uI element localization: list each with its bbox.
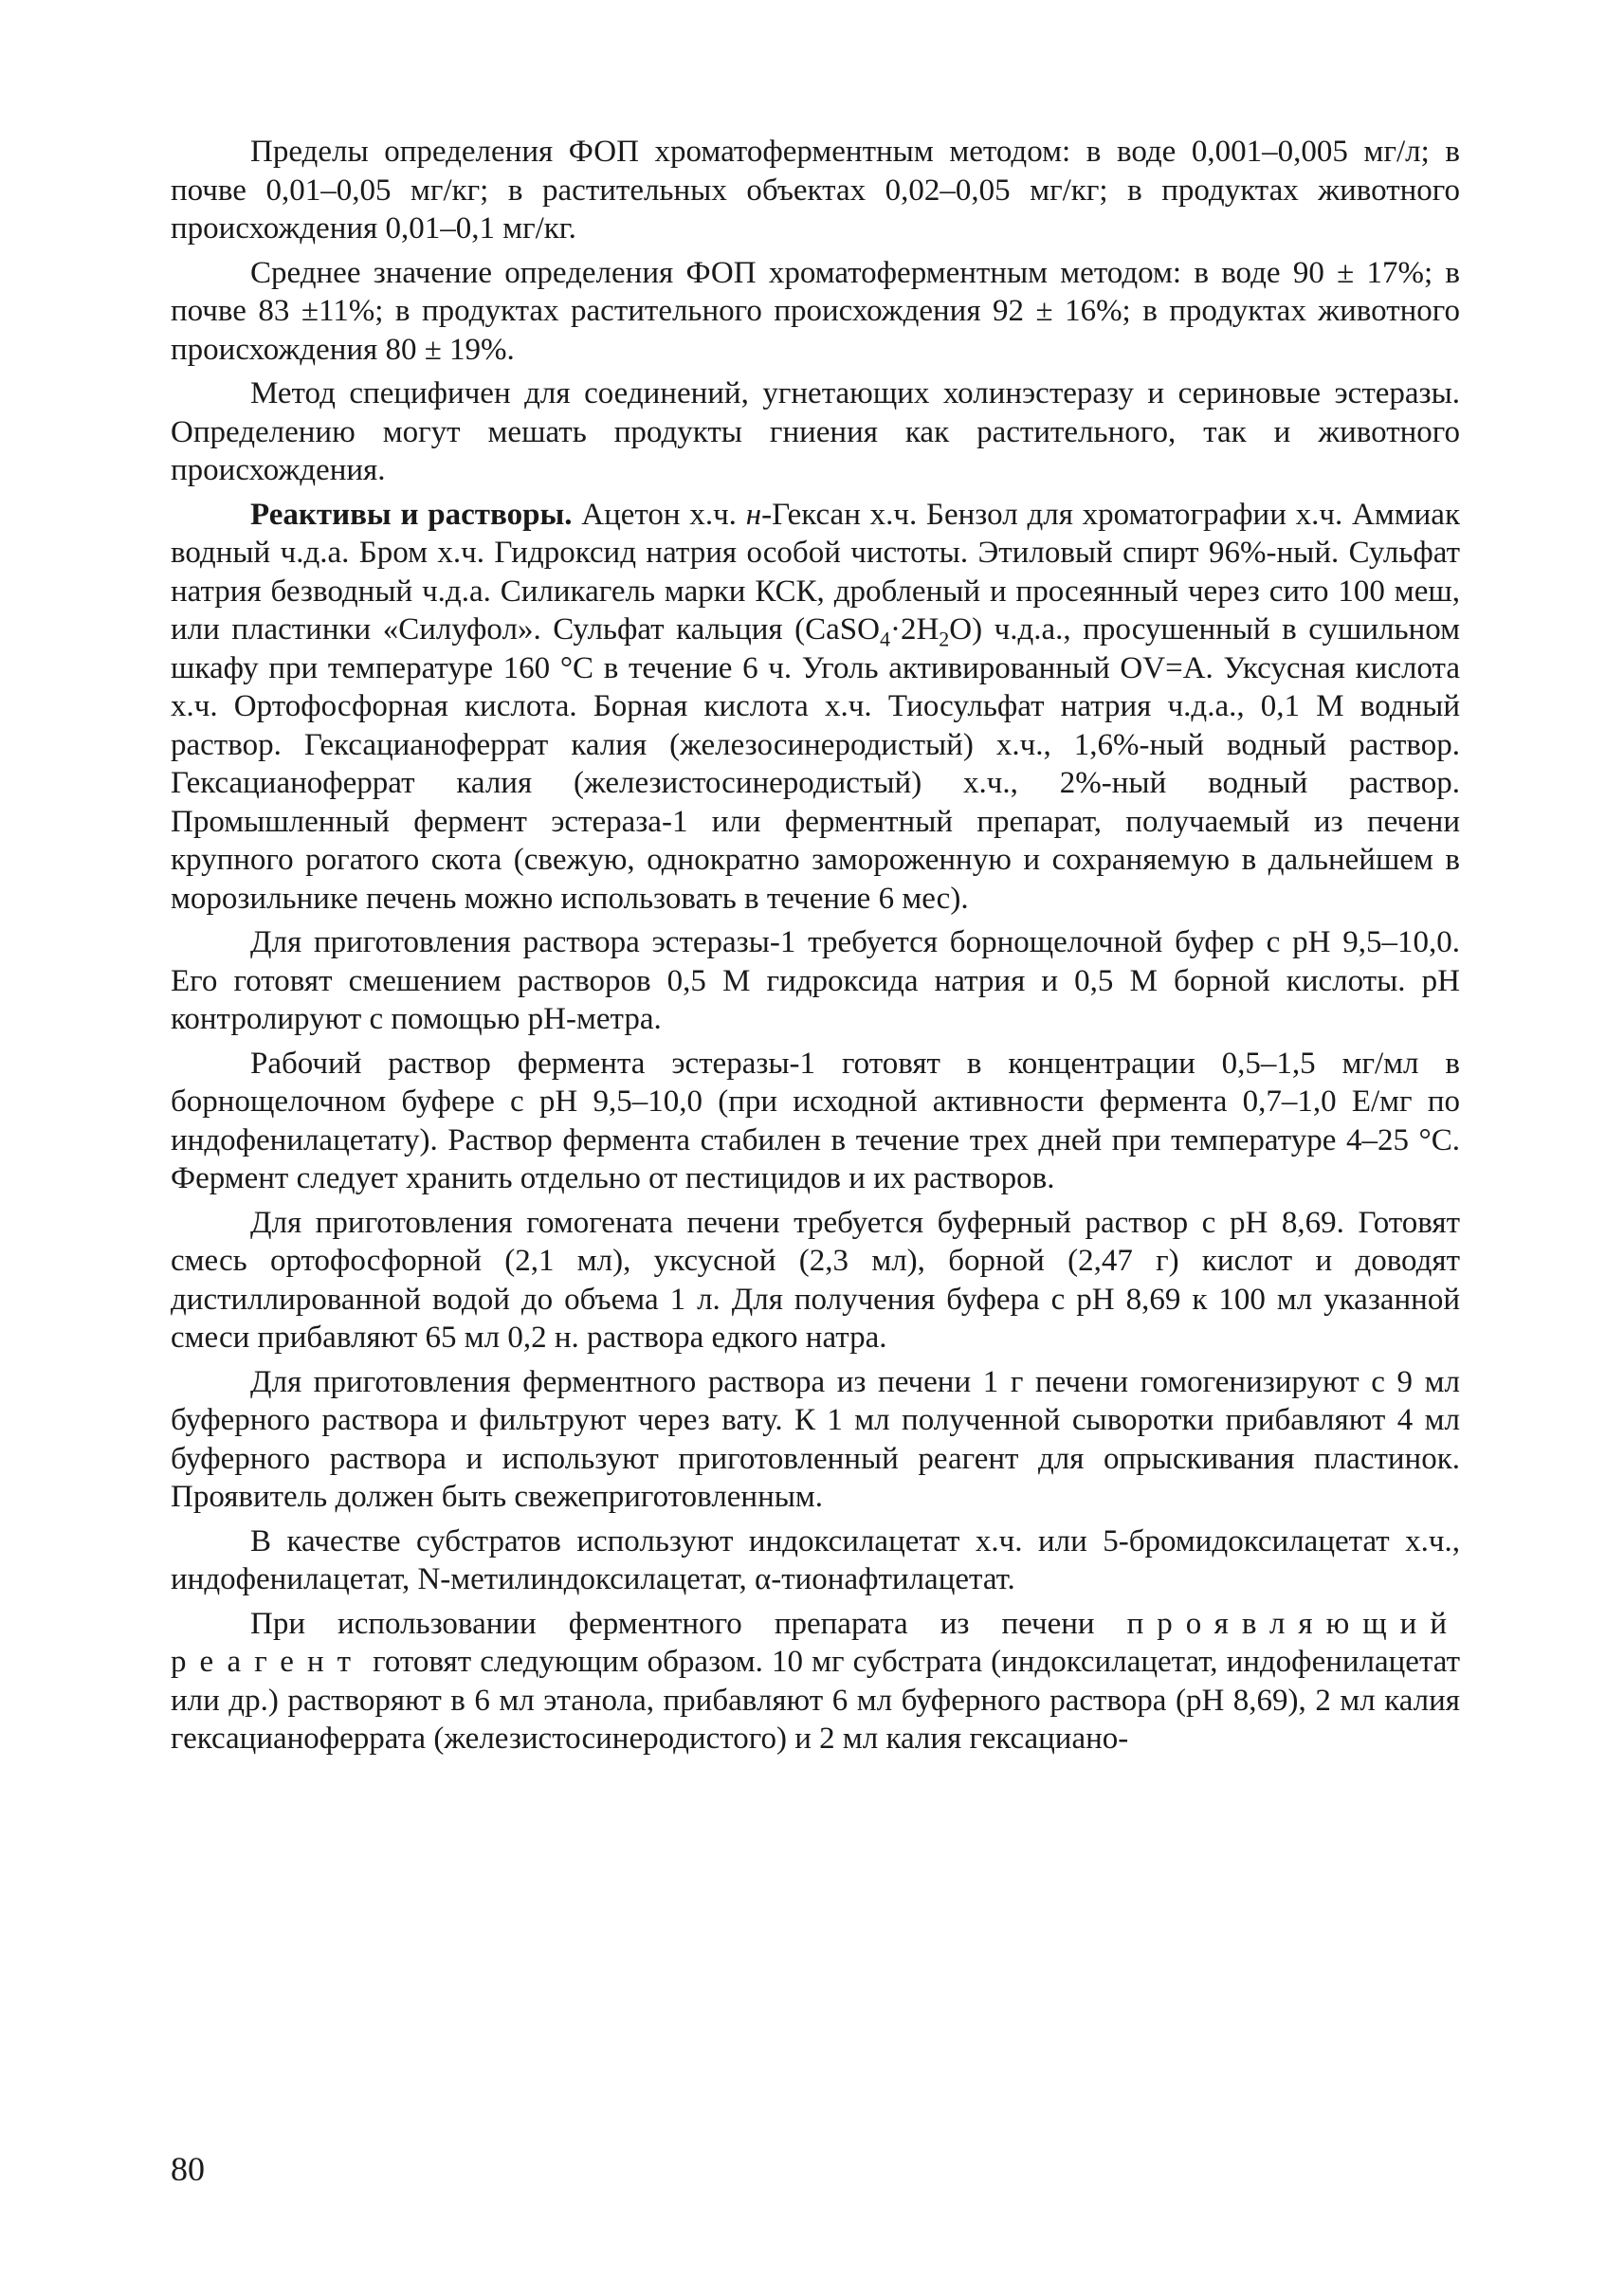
paragraph-detection-limits: Пределы определения ФОП хроматоферментным методом: в воде 0,001–0,005 мг/л; в почве 0,01–0,05 мг/кг; в растительных объектах 0,02–0,05 мг/кг; в продуктах животного происхождения 0,01–0,1 мг/кг.	[171, 135, 1460, 246]
reagents-text-b: -Гексан х.ч. Бензол для хроматографии х.ч. Аммиак водный ч.д.а. Бром х.ч. Гидроксид натрия особой чистоты. Этиловый спирт 96%-ный. Сульфат натрия безводный ч.д.а. Силикагель марки КСК, дробленый и просеянный через сито 100 меш, или пластинки «Силуфол». Сульфат кальция (CaSO	[171, 497, 1460, 647]
paragraph-specificity: Метод специфичен для соединений, угнетающих холинэстеразу и сериновые эстеразы. Определению могут мешать продукты гниения как растительного, так и животного происхождения.	[171, 376, 1460, 487]
developing-text-b: готовят следующим образом. 10 мг субстрата (индоксилацетат, индофенилацетат или др.) растворяют в 6 мл этанола, прибавляют 6 мл буферного раствора (pH 8,69), 2 мл калия гексацианоферрата (железистосинеродистого) и 2 мл калия гексациано-	[171, 1645, 1460, 1756]
reagents-text-c: ·2H	[889, 612, 940, 647]
reagents-sub-2: 2	[939, 627, 950, 651]
page-body	[171, 133, 1460, 1764]
paragraph-developing-reagent	[171, 1605, 1460, 1758]
page-number: 80	[171, 2150, 205, 2188]
reagents-heading: Реактивы и растворы.	[250, 497, 573, 532]
paragraph-esterase-buffer: Для приготовления раствора эстеразы-1 требуется борнощелочной буфер с pH 9,5–10,0. Его готовят смешением растворов 0,5 М гидроксида натрия и 0,5 М борной кислоты. pH контролируют с помощью pH-метра.	[171, 925, 1460, 1036]
paragraph-substrates: В качестве субстратов используют индоксилацетат х.ч. или 5-бромидоксилацетат х.ч., индофенилацетат, N-метилиндоксилацетат, α-тионафтилацетат.	[171, 1523, 1460, 1596]
paragraph-homogenate-buffer: Для приготовления гомогената печени требуется буферный раствор с pH 8,69. Готовят смесь ортофосфорной (2,1 мл), уксусной (2,3 мл), борной (2,47 г) кислот и доводят дистиллированной водой до объема 1 л. Для получения буфера с pH 8,69 к 100 мл указанной смеси прибавляют 65 мл 0,2 н. раствора едкого натра.	[171, 1205, 1460, 1355]
reagents-text-d: O) ч.д.а., просушенный в сушильном шкафу при температуре 160 °C в течение 6 ч. Уголь активированный OV=A. Уксусная кислота х.ч. Ортофосфорная кислота. Борная кислота х.ч. Тиосульфат натрия ч.д.а., 0,1 М водный раствор. Гексацианоферрат калия (железосинеродистый) х.ч., 1,6%-ный водный раствор. Гексацианоферрат калия (железистосинеродистый) х.ч., 2%-ный водный раствор. Промышленный фермент эстераза-1 или ферментный препарат, получаемый из печени крупного рогатого скота (свежую, однократно замороженную и сохраняемую в дальнейшем в морозильнике печень можно использовать в течение 6 мес).	[171, 612, 1460, 916]
developing-text-a: При использовании ферментного препарата из печени	[250, 1606, 1127, 1641]
reagents-italic-n: н	[745, 497, 762, 532]
reagents-text-a: Ацетон х.ч.	[572, 497, 746, 532]
paragraph-enzyme-solution: Для приготовления ферментного раствора из печени 1 г печени гомогенизируют с 9 мл буферного раствора и фильтруют через вату. К 1 мл полученной сыворотки прибавляют 4 мл буферного раствора и используют приготовленный реагент для опрыскивания пластинок. Проявитель должен быть свежеприготовленным.	[171, 1364, 1460, 1514]
paragraph-reagents	[171, 496, 1460, 919]
reagents-sub-4: 4	[879, 627, 890, 651]
developing-spaced-term: проявляющий реагент	[171, 1606, 1460, 1679]
paragraph-mean-value: Среднее значение определения ФОП хроматоферментным методом: в воде 90 ± 17%; в почве 83 ±11%; в продуктах растительного происхождения 92 ± 16%; в продуктах животного происхождения 80 ± 19%.	[171, 255, 1460, 367]
paragraph-working-solution: Рабочий раствор фермента эстеразы-1 готовят в концентрации 0,5–1,5 мг/мл в борнощелочном буфере с pH 9,5–10,0 (при исходной активности фермента 0,7–1,0 Е/мг по индофенилацетату). Раствор фермента стабилен в течение трех дней при температуре 4–25 °C. Фермент следует хранить отдельно от пестицидов и их растворов.	[171, 1046, 1460, 1195]
